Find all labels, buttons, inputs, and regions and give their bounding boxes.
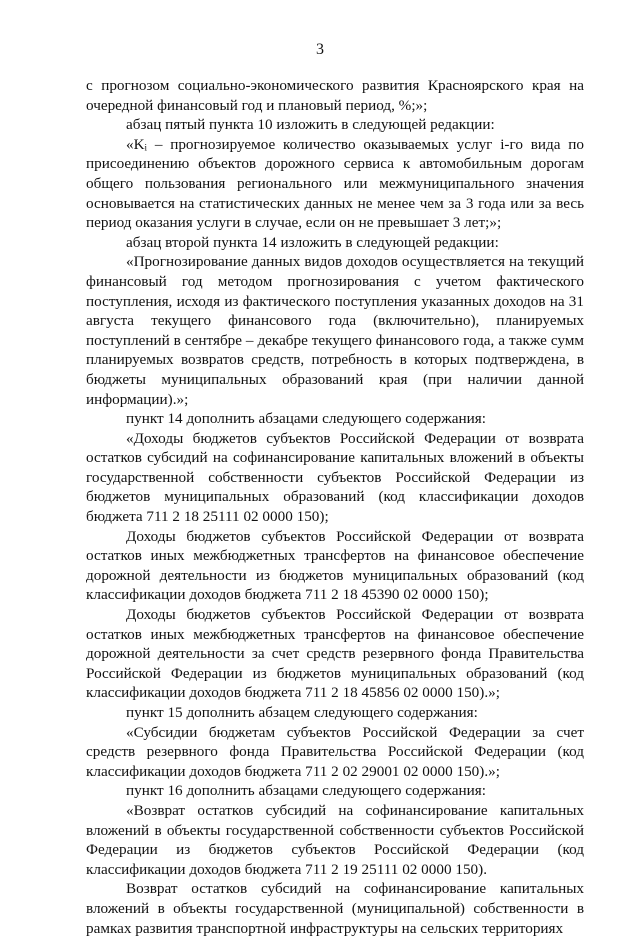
paragraph: «Kᵢ – прогнозируемое количество оказываемых услуг i-го вида по присоединению объектов дорожного сервиса к автомобильным дорогам общего пользования регионального или межмуниципального значения основывается на статистических данных не менее чем за 3 года или за весь период оказания услуги в случае, если он не превышает 3 лет;»; <box>86 135 584 232</box>
paragraph: Возврат остатков субсидий на софинансирование капитальных вложений в объекты государственной (муниципальной) собственности в рамках развития транспортной инфраструктуры на сельских территориях <box>86 880 584 937</box>
paragraph: «Доходы бюджетов субъектов Российской Федерации от возврата остатков субсидий на софинансирование капитальных вложений в объекты государственной собственности субъектов Российской Федерации из бюджетов муниципальных образований (код классификации доходов бюджета 711 2 18 25111 02 0000 150); <box>86 429 584 526</box>
paragraph: пункт 14 дополнить абзацами следующего содержания: <box>126 410 486 428</box>
page-number: 3 <box>316 41 324 58</box>
paragraph: пункт 15 дополнить абзацем следующего содержания: <box>126 704 478 721</box>
paragraph: Доходы бюджетов субъектов Российской Федерации от возврата остатков иных межбюджетных трансфертов на финансовое обеспечение дорожной деятельности из бюджетов муниципальных образований (код классификации доходов бюджета 711 2 18 45390 02 0000 150); <box>86 527 584 604</box>
document-body <box>86 76 584 938</box>
paragraph: абзац второй пункта 14 изложить в следующей редакции: <box>126 233 499 251</box>
paragraph: «Возврат остатков субсидий на софинансирование капитальных вложений в объекты государственной собственности субъектов Российской Федерации из бюджетов субъектов Российской Федерации (код классификации доходов бюджета 711 2 19 25111 02 0000 150). <box>86 801 584 878</box>
paragraph: «Прогнозирование данных видов доходов осуществляется на текущий финансовый год методом прогнозирования с учетом фактического поступления, исходя из фактического поступления указанных доходов на 31 августа текущего финансового года (включительно), планируемых поступлений в сентябре – декабре текущего финансового года, а также сумм планируемых возвратов средств, потребность в которых подтверждена, в бюджеты муниципальных образований края (при наличии данной информации).»; <box>86 253 584 408</box>
paragraph: пункт 16 дополнить абзацами следующего содержания: <box>126 782 486 800</box>
paragraph: «Субсидии бюджетам субъектов Российской Федерации за счет средств резервного фонда Правительства Российской Федерации (код классификации доходов бюджета 711 2 02 29001 02 0000 150).»; <box>86 723 584 780</box>
paragraph: Доходы бюджетов субъектов Российской Федерации от возврата остатков иных межбюджетных трансфертов на финансовое обеспечение дорожной деятельности за счет средств резервного фонда Правительства Российской Федерации из бюджетов муниципальных образований (код классификации доходов бюджета 711 2 18 45856 02 0000 150).»; <box>86 606 584 702</box>
paragraph: с прогнозом социально-экономического развития Красноярского края на очередной финансовый год и плановый период, %;»; <box>86 77 584 114</box>
paragraph: абзац пятый пункта 10 изложить в следующей редакции: <box>126 116 495 134</box>
